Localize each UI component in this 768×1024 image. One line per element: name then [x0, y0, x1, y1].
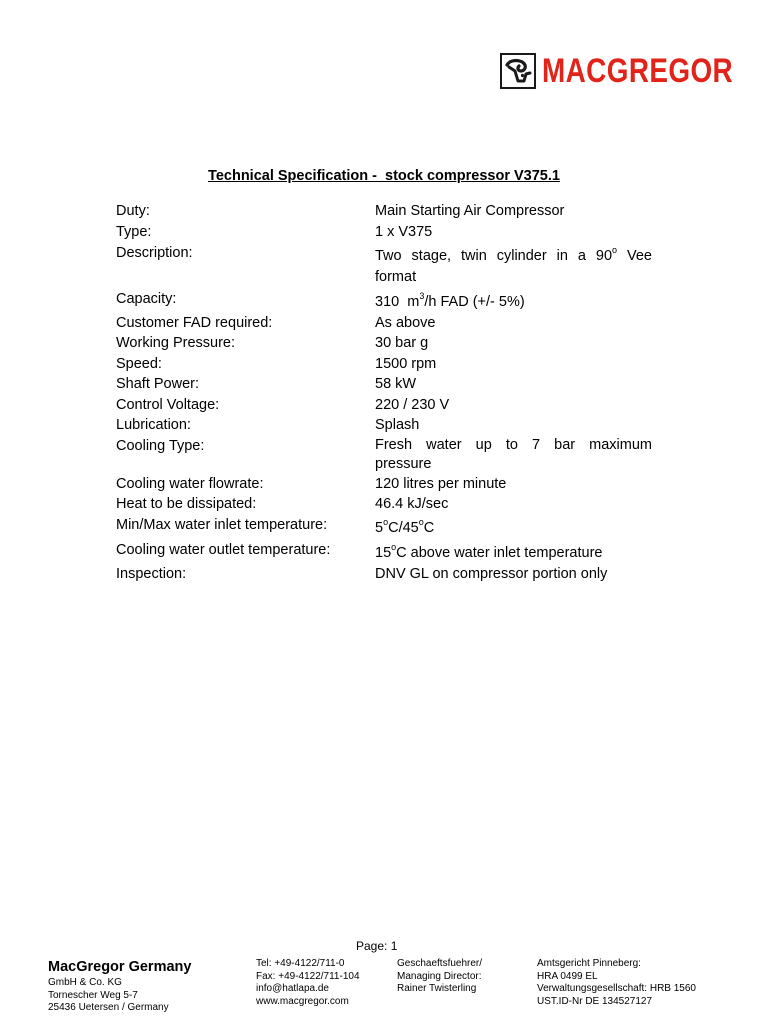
footer-contact-block [256, 958, 360, 1008]
registry-line: HRA 0499 EL [537, 970, 598, 982]
spec-label: Lubrication: [116, 417, 191, 433]
spec-value: Fresh water up to 7 bar maximum pressure [375, 436, 652, 472]
document-title [0, 168, 768, 184]
company-line: Tornescher Weg 5-7 [48, 989, 138, 1001]
registry-line: Amtsgericht Pinneberg: [537, 958, 641, 969]
contact-fax: Fax: +49-4122/711-104 [256, 970, 360, 982]
spec-label: Type: [116, 223, 152, 240]
spec-value: 15$^o$C above water inlet temperature [375, 542, 603, 561]
brand-name: MACGREGOR [542, 52, 734, 90]
spec-label: Shaft Power: [116, 376, 200, 392]
spec-row-water-outlet [116, 540, 656, 564]
spec-row-shaft-power [116, 374, 656, 395]
spec-label: Cooling water outlet temperature: [116, 542, 331, 558]
spec-value: 58 kW [375, 376, 417, 392]
document-title-text: Technical Specification - stock compressor V375.1 [208, 168, 560, 184]
spec-label: Customer FAD required: [116, 314, 273, 331]
spec-value: As above [375, 314, 436, 331]
spec-row-water-inlet [116, 515, 656, 539]
spec-row-type [116, 222, 656, 243]
spec-label: Inspection: [116, 565, 187, 582]
spec-label: Min/Max water inlet temperature: [116, 516, 328, 533]
spec-label: Cooling Type: [116, 437, 205, 454]
spec-row-cooling-flowrate [116, 474, 656, 495]
spec-label: Duty: [116, 203, 150, 219]
management-line: Geschaeftsfuehrer/ [397, 958, 483, 969]
footer-registry-block [537, 958, 696, 1008]
spec-row-inspection [116, 564, 656, 585]
company-line: 25436 Uetersen / Germany [48, 1002, 169, 1013]
spec-row-control-voltage [116, 395, 656, 416]
spec-row-heat [116, 494, 656, 515]
spec-label: Speed: [116, 355, 162, 372]
spec-value: 1 x V375 [375, 223, 433, 240]
spec-label: Description: [116, 245, 193, 261]
management-line: Rainer Twisterling [397, 983, 477, 994]
spec-row-speed [116, 354, 656, 375]
contact-tel: Tel: +49-4122/711-0 [256, 958, 345, 969]
spec-value: 30 bar g [375, 335, 429, 351]
spec-value: 46.4 kJ/sec [375, 496, 449, 512]
footer-company-block [48, 958, 191, 1015]
spec-label: Capacity: [116, 291, 177, 307]
spec-value: Main Starting Air Compressor [375, 203, 565, 219]
spec-row-cooling-type [116, 436, 656, 474]
ram-head-icon [500, 53, 536, 89]
spec-row-lubrication [116, 415, 656, 436]
spec-value: 1500 rpm [375, 355, 437, 372]
spec-value: 5$^o$C/45$^o$C [375, 516, 435, 536]
registry-line: Verwaltungsgesellschaft: HRB 1560 [537, 983, 696, 994]
spec-value: DNV GL on compressor portion only [375, 565, 608, 582]
spec-label: Working Pressure: [116, 335, 235, 351]
spec-label: Cooling water flowrate: [116, 475, 264, 492]
contact-web-link[interactable]: www.macgregor.com [256, 995, 349, 1007]
registry-line: UST.ID-Nr DE 134527127 [537, 995, 653, 1007]
spec-value: 220 / 230 V [375, 396, 450, 413]
spec-row-customer-fad [116, 313, 656, 334]
page-number: Page: 1 [356, 939, 398, 953]
macgregor-logo [500, 52, 768, 90]
company-name: MacGregor Germany [48, 959, 192, 975]
spec-value: Splash [375, 417, 420, 433]
spec-row-description [116, 243, 656, 287]
company-line: GmbH & Co. KG [48, 977, 122, 988]
management-line: Managing Director: [397, 970, 482, 982]
spec-value: 310 $m^3/h$ FAD (+/- 5%) [375, 291, 525, 310]
spec-value: Two stage, twin cylinder in a 90$^o$ Vee format [375, 245, 652, 285]
spec-row-capacity [116, 289, 656, 313]
spec-label: Heat to be dissipated: [116, 496, 257, 512]
spec-table [116, 201, 656, 584]
spec-label: Control Voltage: [116, 396, 220, 413]
spec-row-duty [116, 201, 656, 222]
spec-value: 120 litres per minute [375, 475, 507, 492]
spec-row-working-pressure [116, 333, 656, 354]
contact-email-link[interactable]: info@hatlapa.de [256, 983, 329, 994]
footer-management-block [397, 958, 482, 996]
